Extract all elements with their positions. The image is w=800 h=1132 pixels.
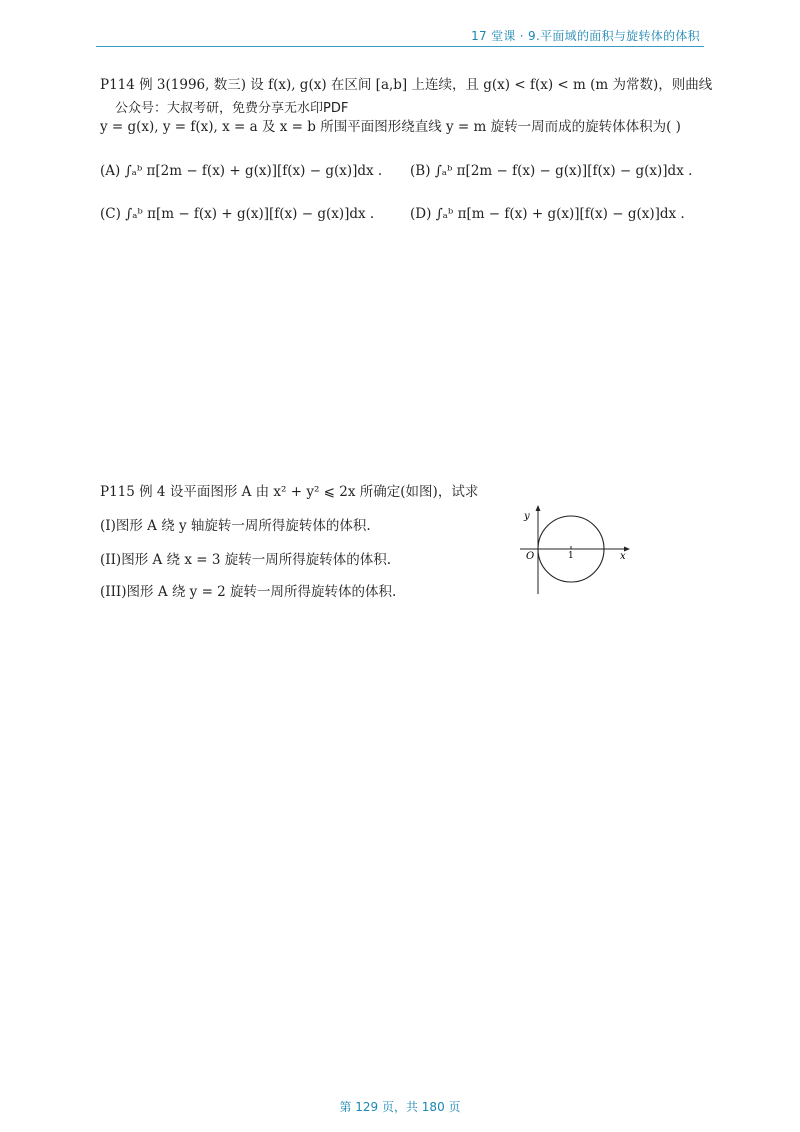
tick-1-label: 1 (568, 551, 574, 561)
problem2-intro: P115 例 4 设平面图形 A 由 x² + y² ⩽ 2x 所确定(如图)，试求 (100, 484, 479, 500)
option-c: (C) ∫ₐᵇ π[m − f(x) + g(x)][f(x) − g(x)]dx . (100, 206, 375, 222)
y-axis-arrow (536, 505, 541, 511)
option-d: (D) ∫ₐᵇ π[m − f(x) + g(x)][f(x) − g(x)]dx . (410, 206, 685, 222)
page-number-footer: 第 129 页，共 180 页 (339, 1100, 461, 1114)
problem2-part-2: (II)图形 A 绕 x = 3 旋转一周所得旋转体的体积. (100, 552, 392, 568)
header-rule (96, 46, 704, 47)
problem2-part-3: (III)图形 A 绕 y = 2 旋转一周所得旋转体的体积. (100, 584, 397, 600)
problem1-line1: P114 例 3(1996, 数三) 设 f(x), g(x) 在区间 [a,b] 上连续，且 g(x) < f(x) < m (m 为常数)，则曲线 (100, 77, 713, 93)
problem2-part-1: (I)图形 A 绕 y 轴旋转一周所得旋转体的体积. (100, 518, 371, 534)
watermark-note: 公众号：大叔考研，免费分享无水印PDF (115, 101, 349, 116)
circle-figure (514, 502, 634, 597)
origin-label: O (526, 551, 535, 562)
running-header: 17 堂课 · 9.平面域的面积与旋转体的体积 (471, 29, 700, 43)
problem1-line2: y = g(x), y = f(x), x = a 及 x = b 所围平面图形绕直线 y = m 旋转一周而成的旋转体体积为( ) (100, 119, 681, 135)
option-a: (A) ∫ₐᵇ π[2m − f(x) + g(x)][f(x) − g(x)]dx . (100, 163, 383, 179)
option-b: (B) ∫ₐᵇ π[2m − f(x) − g(x)][f(x) − g(x)]dx . (410, 163, 693, 179)
x-axis-label: x (620, 551, 626, 562)
y-axis-label: y (524, 511, 530, 522)
